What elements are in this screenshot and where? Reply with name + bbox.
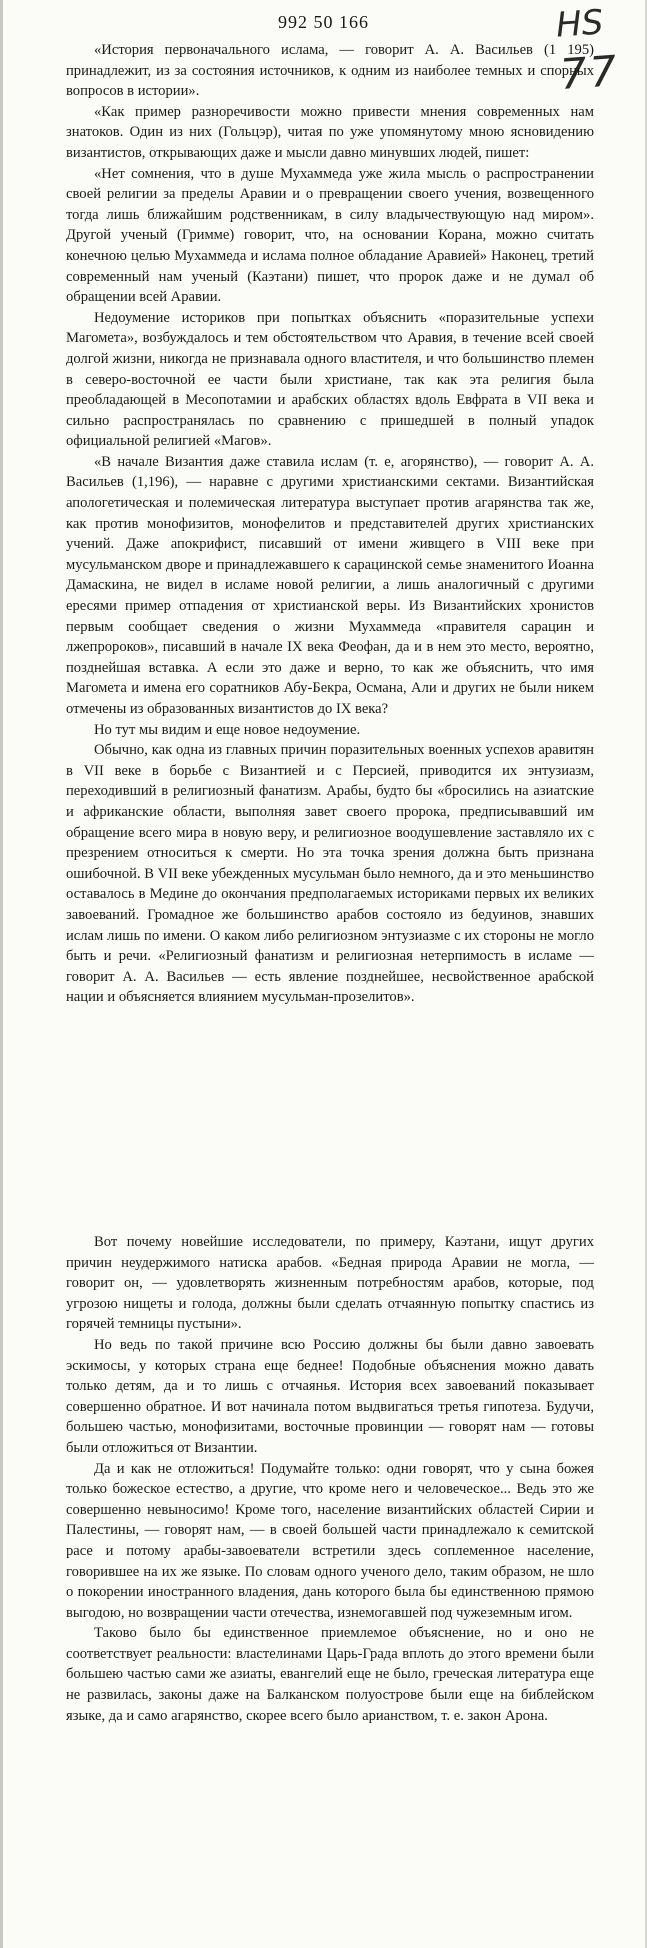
paragraph: Обычно, как одна из главных причин поразительных военных успехов аравитян в VII веке в борьбе с Византией и с Персией, приводится их энтузиазм, переходивший в религиозный фанатизм. Арабы, будто бы «бросились на азиатские и африканские области, выполняя завет своего пророка, предписывавший им обращение всего мира в новую веру, и религиозное воодушевление заставляло их с презрением относиться к смерти. Но эта точка зрения должна быть признана ошибочной. В VII веке убежденных мусульман было немного, да и это меньшинство оставалось в Медине до окончания предполагаемых историками первых их великих завоеваний. Громадное же большинство арабов состояло из бедуинов, знавших ислам лишь по имени. О каком либо религиозном энтузиазме с их стороны не могло быть и речи. «Религиозный фанатизм и религиозная нетерпимость в исламе — говорит А. А. Васильев — есть явление позднейшее, несвойственное арабской нации и объясняется влиянием мусульман-прозелитов».	[66, 742, 595, 1006]
paragraph: Да и как не отложиться! Подумайте только: одни говорят, что у сына божея только божеское естество, а другие, что кроме него и человеческое... Ведь это же совершенно невыносимо! Кроме того, население византийских областей Сирии и Палестины, — говорят нам, — в своей большей части принадлежало к семитской расе и потому арабы-завоеватели встретили здесь соплеменное население, говорившее на их же языке. По словам одного ученого дело, таким образом, не шло о покорении иностранного владения, дань которого была бы единственною прямою выгодою, но возвращении части отечества, изнемогавшей под чужеземным игом.	[66, 1460, 594, 1621]
paragraph: Но тут мы видим и еще новое недоумение.	[94, 721, 361, 738]
archive-number: 992 50 166	[278, 12, 369, 32]
paragraph: «Нет сомнения, что в душе Мухаммеда уже жила мысль о распространении своей религии за пределы Аравии и о превращении своего учения, возвещенного тогда лишь ближайшим родственникам, в силу владычествующую над миром». Другой ученый (Гримме) говорит, что, на основании Корана, можно считать конечною целью Мухаммеда и ислама полное обладание Аравией» Наконец, третий современный нам ученый (Каэтани) пишет, что пророк даже и не думал об обращении всей Аравии.	[66, 165, 594, 306]
text-column-bottom	[66, 1232, 594, 1726]
text-column-top	[66, 40, 594, 1008]
handwritten-note-bottom: 77	[558, 45, 622, 100]
paragraph: Вот почему новейшие исследователи, по примеру, Каэтани, ищут других причин неудержимого натиска арабов. «Бедная природа Аравии не могла, — говорит он, — удовлетворять жизненным потребностям арабов, которые, под угрозою нищеты и голода, должны были сделать отчаянную попытку спастись из горячей темницы пустыни».	[66, 1234, 594, 1333]
paragraph: Но ведь по такой причине всю Россию должны бы были давно завоевать эскимосы, у которых страна еще беднее! Подобные объяснения можно давать только детям, да и то лишь с отчаянья. История всех завоеваний показывает совершенно обратное. И вот начинала потом выдвигаться третья гипотеза. Будучи, большею частью, монофизитами, восточные провинции — говорят нам — готовы были отложиться от Византии.	[66, 1336, 594, 1456]
paragraph: «История первоначального ислама, — говорит А. А. Васильев (1 195) принадлежит, из за состояния источников, к одним из наиболее темных и спорных вопросов в истории».	[66, 42, 594, 100]
paragraph: Недоумение историков при попытках объяснить «поразительные успехи Магомета», возбуждалось и тем обстоятельством что Аравия, в течение всей своей долгой жизни, никогда не признавала одного властителя, и что большинство племен в северо-восточной ее части были христиане, так как эта религия была преобладающей в Месопотамии и арабских областях вдоль Евфрата в VII века и сильно распространялась по сравнению с пришедшей в полный упадок официальной религией «Магов».	[66, 309, 594, 450]
paragraph: Таково было бы единственное приемлемое объяснение, но и оно не соответствует реальности: властелинами Царь-Града вплоть до этого времени были большею частью сами же азиаты, евангелий еще не было, греческая литература еще не развилась, законы даже на Балканском полуострове были еще на библейском языке, да и само агарянство, скорее всего было арианством, т. е. закон Арона.	[66, 1625, 594, 1724]
handwritten-note-top: НS	[554, 2, 605, 46]
paragraph: «Как пример разноречивости можно привести мнения современных нам знатоков. Один из них (Гольцэр), читая по уже упомянутому мною ясновидению византистов, открывающих даже и мысли давно минувших людей, пишет:	[66, 103, 594, 161]
page-edge-left	[0, 0, 3, 1948]
paragraph: «В начале Византия даже ставила ислам (т. е, агорянство), — говорит А. А. Васильев (1,196), — наравне с другими христианскими сектами. Византийская апологетическая и полемическая литература выступает против агарянства так же, как против монофизитов, монофелитов и представителей других христианских учений. Даже апокрифист, писавший от имени живщего в VIII веке при мусульманском дворе и принадлежавшего к сарацинской семье знаменитого Иоанна Дамаскина, не видел в исламе новой религии, а лишь аналогичный с другими ересями пример отпадения от христианской веры. Из Византийских хронистов первым сообщает сведения о жизни Мухаммеда «правителя сарацин и лжепророков», писавший в начале IX века Феофан, да и в нем это место, вероятно, позднейшая вставка. А если это даже и верно, то как же объяснить, что имя Магомета и имена его соратников Абу-Бекра, Османа, Али и других не были никем отмечены из образованных византистов до IX века?	[66, 453, 594, 717]
